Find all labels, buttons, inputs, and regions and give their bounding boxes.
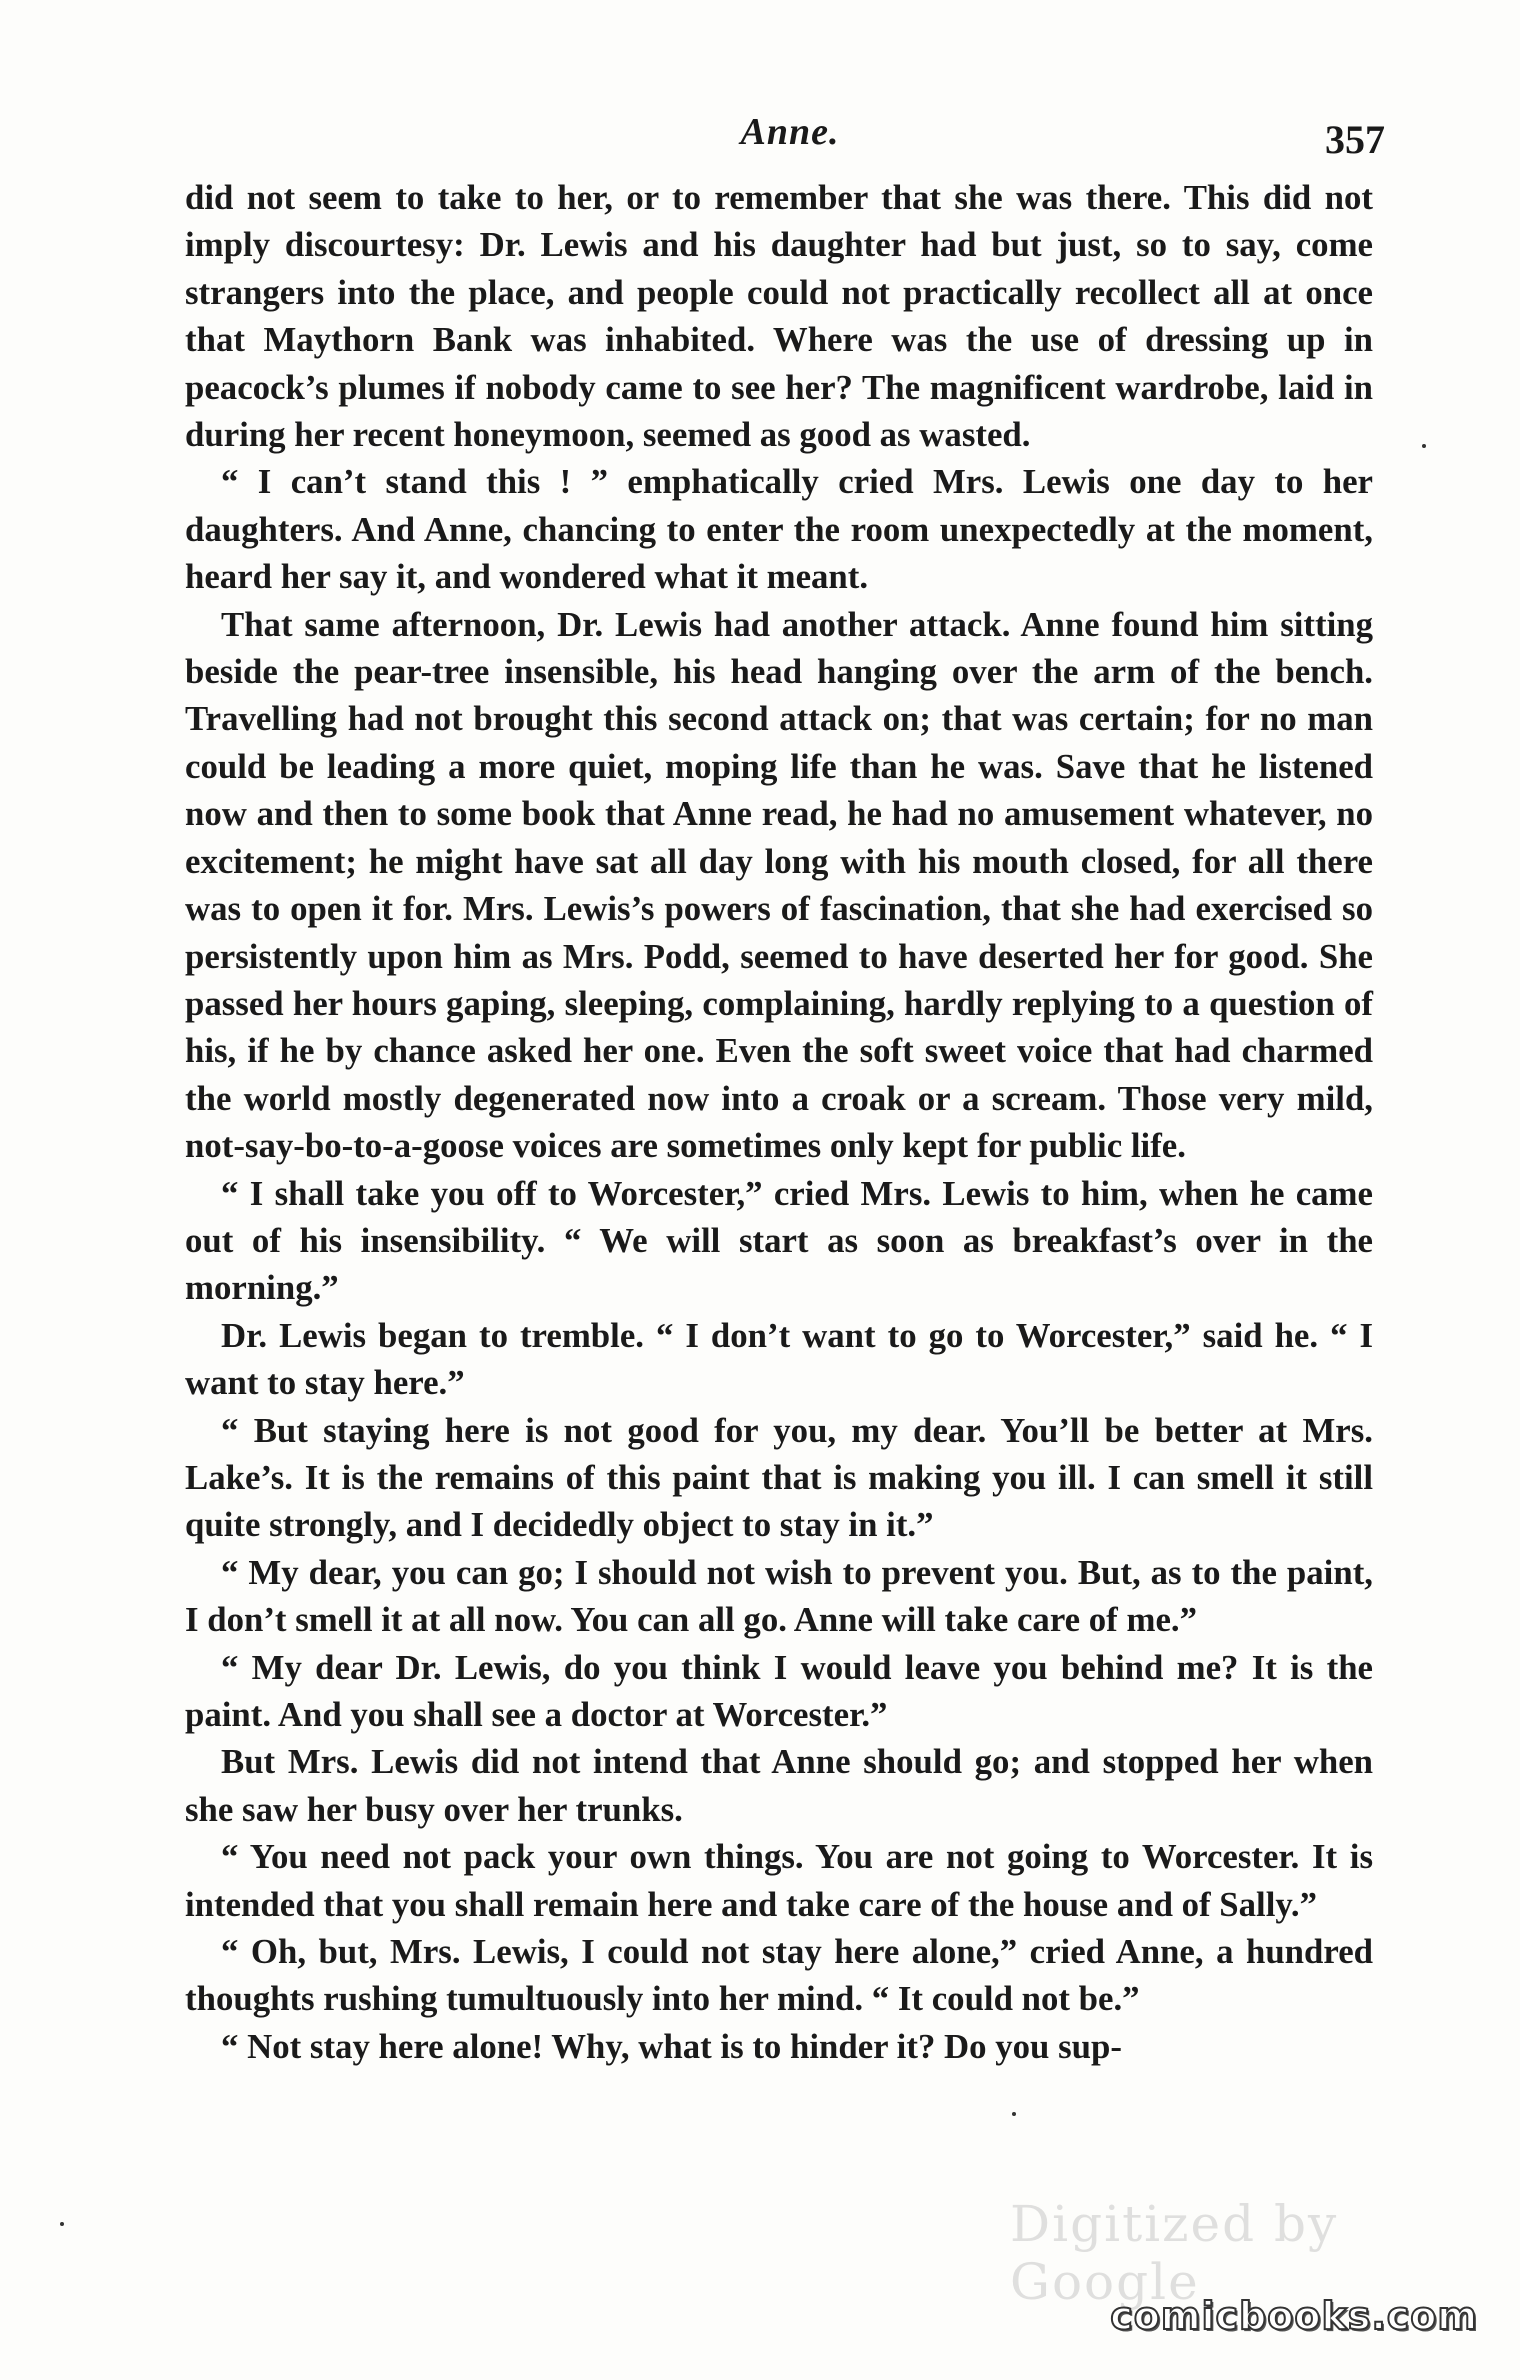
stray-ink-dot [1012, 2112, 1016, 2116]
paragraph: Dr. Lewis began to tremble. “ I don’t want to go to Worcester,” said he. “ I want to stay here.” [185, 1315, 1373, 1403]
paragraph: “ I shall take you off to Worcester,” cried Mrs. Lewis to him, when he came out of his insensibility. “ We will start as soon as breakfast’s over in the morning.” [185, 1173, 1373, 1308]
digitized-by-watermark: Digitized by Google [1010, 2195, 1339, 2311]
paragraph: “ I can’t stand this ! ” emphatically cried Mrs. Lewis one day to her daughters. And Anne, chancing to enter the room unexpectedly at the moment, heard her say it, and wondered what it meant. [185, 462, 1373, 597]
paragraph: “ My dear Dr. Lewis, do you think I would leave you behind me? It is the paint. And you shall see a doctor at Worcester.” [185, 1647, 1373, 1734]
paragraph: did not seem to take to her, or to remember that she was there. This did not imply discourtesy: Dr. Lewis and his daughter had but just, so to say, come strangers into the place, and people could not practically recollect all at once that Maythorn Bank was inhabited. Where was the use of dressing up in peacock’s plumes if nobody came to see her? The magnificent wardrobe, laid in during her recent honeymoon, seemed as good as wasted. [185, 178, 1373, 455]
running-title: Anne. [740, 111, 840, 153]
paragraph: “ Not stay here alone! Why, what is to hinder it? Do you sup- [221, 2026, 1122, 2066]
site-watermark: comicbooks.com [1110, 2294, 1478, 2338]
paragraph: “ You need not pack your own things. You are not going to Worcester. It is intended that you shall remain here and take care of the house and of Sally.” [185, 1837, 1373, 1924]
paragraph: “ My dear, you can go; I should not wish to prevent you. But, as to the paint, I don’t smell it at all now. You can all go. Anne will take care of me.” [185, 1552, 1373, 1640]
paragraph: But Mrs. Lewis did not intend that Anne should go; and stopped her when she saw her busy over her trunks. [185, 1742, 1373, 1829]
page-number: 357 [1325, 117, 1385, 162]
running-head [195, 110, 1385, 170]
paragraph: That same afternoon, Dr. Lewis had another attack. Anne found him sitting beside the pear-tree insensible, his head hanging over the arm of the bench. Travelling had not brought this second attack on; that was certain; for no man could be leading a more quiet, moping life than he was. Save that he listened now and then to some book that Anne read, he had no amusement whatever, no excitement; he might have sat all day long with his mouth closed, for all there was to open it for. Mrs. Lewis’s powers of fascination, that she had exercised so persistently upon him as Mrs. Podd, seemed to have deserted her for good. She passed her hours gaping, sleeping, complaining, hardly replying to a question of his, if he by chance asked her one. Even the soft sweet voice that had charmed the world mostly degenerated now into a croak or a scream. Those very mild, not-say-bo-to-a-goose voices are sometimes only kept for public life. [185, 604, 1373, 1166]
stray-ink-dot [60, 2222, 64, 2226]
paragraph: “ Oh, but, Mrs. Lewis, I could not stay here alone,” cried Anne, a hundred thoughts rushing tumultuously into her mind. “ It could not be.” [185, 1932, 1373, 2019]
body-text [185, 174, 1373, 2070]
stray-ink-dot [1422, 444, 1426, 448]
paragraph: “ But staying here is not good for you, my dear. You’ll be better at Mrs. Lake’s. It is the remains of this paint that is making you ill. I can smell it still quite strongly, and I decidedly object to stay in it.” [185, 1410, 1373, 1545]
